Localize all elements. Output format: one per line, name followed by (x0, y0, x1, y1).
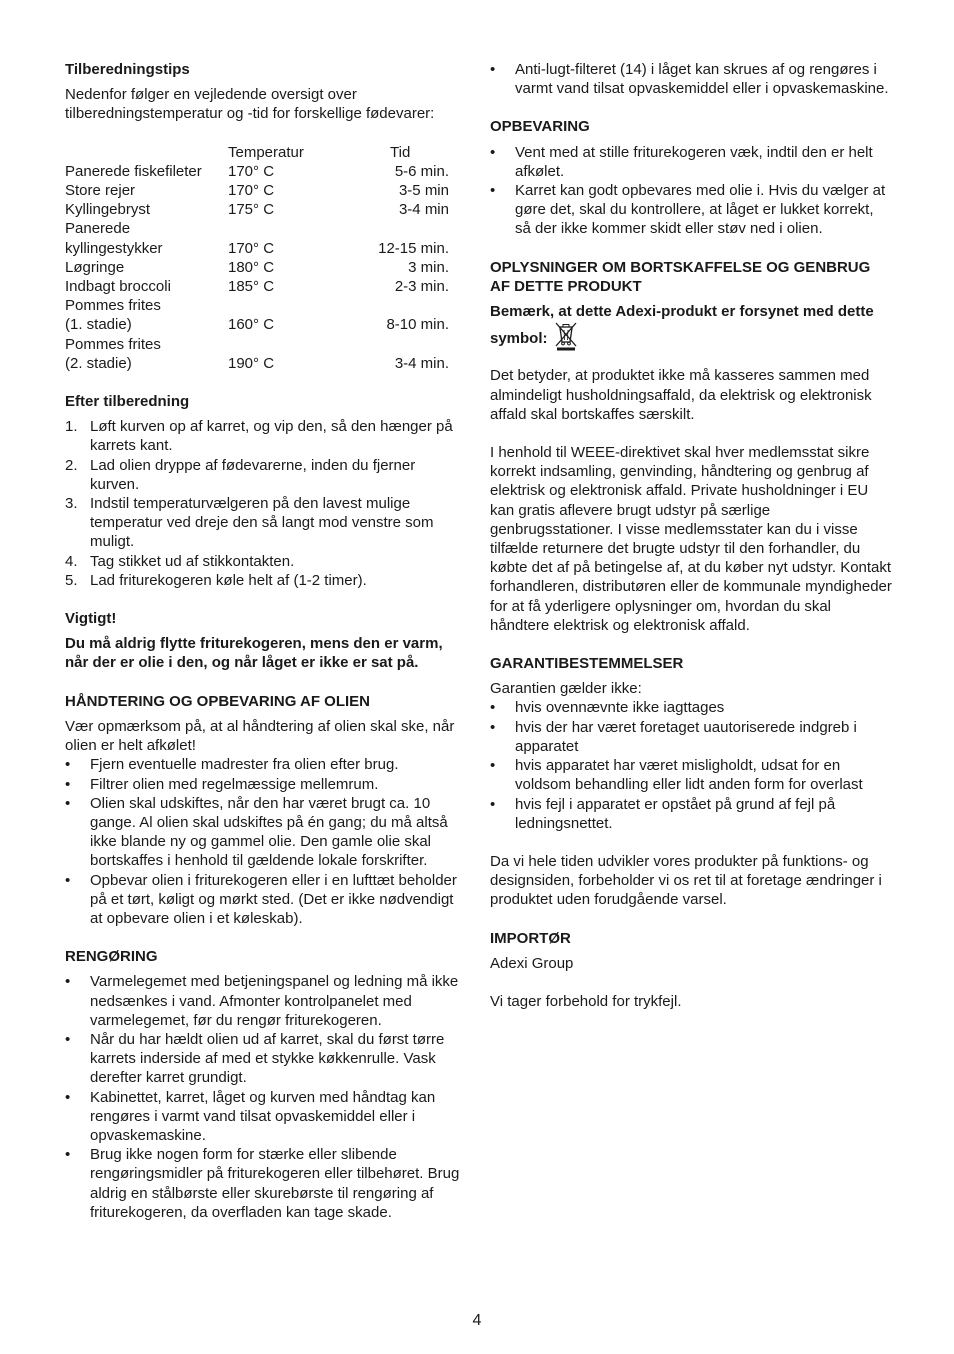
list-item: • Anti-lugt-filteret (14) i låget kan skrues af og rengøres i varmt vand tilsat opvaskemiddel eller i opvaskemaskine. (490, 60, 892, 98)
food-cell: Kyllingebryst (65, 201, 151, 219)
temperature-cell: 170° C (228, 162, 275, 180)
storage-heading: OPBEVARING (490, 118, 590, 136)
warranty-list (490, 698, 892, 832)
table-row (65, 219, 449, 238)
table-header-row (65, 143, 449, 162)
food-cell: kyllingestykker (65, 239, 163, 257)
list-item: • Opbevar olien i friturekogeren eller i en lufttæt beholder på et tørt, køligt og mørkt sted. (Det er ikke nødvendigt at opbevare olien i et køleskab). (65, 871, 465, 929)
temperature-cell: 170° C (228, 182, 275, 200)
after-cooking-list (65, 417, 465, 590)
importer-heading: IMPORTØR (490, 929, 571, 947)
table-row (65, 315, 449, 334)
temperature-cell: 190° C (228, 354, 275, 372)
list-item (65, 571, 465, 590)
table-row (65, 354, 449, 373)
step-text: Indstil temperaturvælgeren på den lavest mulige temperatur ved dreje den så langt mod venstre som muligt. (90, 495, 434, 551)
time-cell: 2-3 min. (394, 278, 449, 296)
step-number: 5. (65, 571, 78, 589)
time-cell: 3 min. (408, 258, 449, 276)
list-item: • Varmelegemet med betjeningspanel og ledning må ikke nedsænkes i vand. Afmonter kontrolpanelet med varmelegemet, før du rengør friturekogeren. (65, 972, 465, 1030)
disposal-note (490, 302, 892, 356)
table-row (65, 181, 449, 200)
step-number: 2. (65, 456, 78, 474)
temperature-header: Temperatur (228, 143, 304, 161)
step-text: Tag stikket ud af stikkontakten. (90, 552, 295, 570)
disposal-paragraph-1: Det betyder, at produktet ikke må kasseres sammen med almindeligt husholdningsaffald, da elektrisk og elektronisk affald skal bortskaffes særskilt. (490, 367, 872, 423)
time-cell (338, 296, 449, 315)
temperature-cell (228, 296, 338, 315)
list-item (65, 552, 465, 571)
print-disclaimer: Vi tager forbehold for trykfejl. (490, 992, 682, 1010)
temperature-cell: 185° C (228, 278, 275, 296)
time-cell: 5-6 min. (394, 162, 449, 180)
list-item: • Fjern eventuelle madrester fra olien efter brug. (65, 755, 465, 774)
list-item: • Brug ikke nogen form for stærke eller slibende rengøringsmidler på friturekogeren eller tilbehøret. Brug aldrig en stålbørste eller skurebørste til rengøring af friturekogeren, da overfladen kan tage skade. (65, 1145, 465, 1222)
table-row (65, 296, 449, 315)
time-cell (338, 335, 449, 354)
food-cell: Store rejer (65, 182, 136, 200)
food-cell: (1. stadie) (65, 316, 132, 334)
temperature-cell (228, 219, 338, 238)
step-number: 4. (65, 552, 78, 570)
filter-list (490, 60, 892, 98)
table-row (65, 162, 449, 181)
table-row (65, 335, 449, 354)
design-notice: Da vi hele tiden udvikler vores produkter på funktions- og designsiden, forbeholder vi os ret til at foretage ændringer i produktet uden forudgående varsel. (490, 852, 882, 909)
importer-name: Adexi Group (490, 954, 574, 972)
list-item: • hvis fejl i apparatet er opstået på grund af fejl på ledningsnettet. (490, 795, 892, 833)
cleaning-list (65, 972, 465, 1222)
cooking-table (65, 143, 449, 373)
time-cell: 8-10 min. (386, 316, 449, 334)
tips-intro: Nedenfor følger en vejledende oversigt over tilberedningstemperatur og -tid for forskellige fødevarer: (65, 86, 435, 123)
temperature-cell (228, 335, 338, 354)
list-item: • Kabinettet, karret, låget og kurven med håndtag kan rengøres i varmt vand tilsat opvaskemiddel eller i opvaskemaskine. (65, 1088, 465, 1146)
food-cell: Indbagt broccoli (65, 278, 171, 296)
storage-list (490, 143, 892, 239)
time-cell: 3-5 min (398, 182, 449, 200)
page-number: 4 (472, 1312, 482, 1329)
disposal-paragraph-2: I henhold til WEEE-direktivet skal hver medlemsstat sikre korrekt indsamling, genvinding, håndtering og genbrug af elektrisk og elektronisk affald. Private husholdninger i EU kan gratis aflevere brugt udstyr på særlige genbrugsstationer. I visse medlemsstater kan du i visse tilfælde returnere det brugte udstyr til den forhandler, du købte det af på betingelse af, at du køber nyt udstyr. Kontakt forhandleren, distributøren eller de kommunale myndigheder for at få yderligere oplysninger om, hvordan du skal håndtere elektrisk og elektronisk affald. (490, 444, 892, 634)
temperature-cell: 180° C (228, 258, 275, 276)
oil-handling-intro: Vær opmærksom på, at al håndtering af olien skal ske, når olien er helt afkølet! (65, 717, 455, 755)
cleaning-heading: RENGØRING (65, 948, 158, 966)
food-cell: Pommes frites (65, 297, 161, 315)
food-cell: (2. stadie) (65, 354, 132, 372)
tips-heading: Tilberedningstips (65, 61, 190, 78)
list-item (65, 456, 465, 494)
food-cell: Løgringe (65, 258, 125, 276)
warranty-intro: Garantien gælder ikke: (490, 680, 642, 698)
food-cell: Panerede fiskefileter (65, 162, 202, 180)
oil-handling-heading: HÅNDTERING OG OPBEVARING AF OLIEN (65, 692, 371, 710)
food-cell: Pommes frites (65, 335, 161, 353)
step-number: 3. (65, 495, 78, 513)
weee-bin-icon (554, 321, 578, 356)
time-cell: 3-4 min. (394, 354, 449, 372)
list-item: • hvis ovennævnte ikke iagttages (490, 698, 892, 717)
time-cell: 3-4 min (398, 201, 449, 219)
list-item: • Karret kan godt opbevares med olie i. Hvis du vælger at gøre det, skal du kontrollere, at låget er lukket korrekt, så der ikke kommer skidt eller støv ned i olien. (490, 181, 892, 239)
step-text: Lad friturekogeren køle helt af (1-2 timer). (90, 571, 367, 589)
list-item: • Vent med at stille friturekogeren væk, indtil den er helt afkølet. (490, 143, 892, 181)
step-number: 1. (65, 418, 78, 436)
table-row (65, 277, 449, 296)
time-cell (338, 219, 449, 238)
list-item: • hvis der har været foretaget uautoriserede indgreb i apparatet (490, 718, 892, 756)
list-item: • Olien skal udskiftes, når den har været brugt ca. 10 gange. Al olien skal udskiftes på én gang; du må altså ikke blande ny og gammel olie. Den gamle olie skal bortskaffes i henhold til gældende lokale forskrifter. (65, 794, 465, 871)
time-cell: 12-15 min. (378, 239, 449, 257)
right-column (490, 60, 892, 1011)
temperature-cell: 175° C (228, 201, 275, 219)
temperature-cell: 160° C (228, 316, 275, 334)
left-column (65, 60, 465, 1222)
step-text: Løft kurven op af karret, og vip den, så den hænger på karrets kant. (90, 418, 453, 455)
list-item: • Når du har hældt olien ud af karret, skal du først tørre karrets inderside af med et stykke køkkenrulle. Vask derefter karret grundigt. (65, 1030, 465, 1088)
food-cell: Panerede (65, 220, 131, 238)
after-cooking-heading: Efter tilberedning (65, 393, 190, 411)
warranty-heading: GARANTIBESTEMMELSER (490, 655, 684, 673)
table-row (65, 239, 449, 258)
disposal-heading: OPLYSNINGER OM BORTSKAFFELSE OG GENBRUG AF DETTE PRODUKT (490, 258, 871, 295)
table-row (65, 258, 449, 277)
table-row (65, 200, 449, 219)
important-warning: Du må aldrig flytte friturekogeren, mens den er varm, når der er olie i den, og når låget er ikke er sat på. (65, 635, 443, 672)
list-item (65, 417, 465, 455)
temperature-cell: 170° C (228, 239, 275, 257)
list-item (65, 494, 465, 552)
list-item: • Filtrer olien med regelmæssige mellemrum. (65, 775, 465, 794)
list-item: • hvis apparatet har været misligholdt, udsat for en voldsom behandling eller lidt anden form for overlast (490, 756, 892, 794)
oil-handling-list (65, 755, 465, 928)
important-heading: Vigtigt! (65, 610, 117, 628)
time-header: Tid (390, 143, 411, 161)
disposal-note-text: Bemærk, at dette Adexi-produkt er forsynet med dette symbol: (490, 303, 874, 348)
step-text: Lad olien dryppe af fødevarerne, inden du fjerner kurven. (90, 456, 416, 493)
